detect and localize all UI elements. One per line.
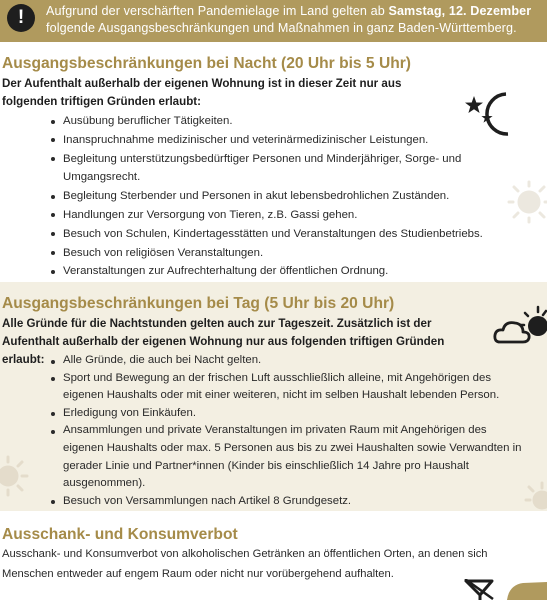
alcohol-body: Ausschank- und Konsumverbot von alkoholischen Getränken an öffentlichen Orten, an denen sich Menschen entweder auf engem Raum oder nicht nur vorübergehend aufhalten. <box>2 548 488 580</box>
exclamation-icon: ! <box>7 4 35 32</box>
moon-stars-icon <box>462 90 524 138</box>
list-item: Besuch von Schulen, Kindertagesstätten und Veranstaltungen des Studienbetriebs. <box>49 225 541 244</box>
list-item: Erledigung von Einkäufen. <box>49 405 529 423</box>
list-item: Begleitung unterstützungsbedürftiger Personen und Minderjähriger, Sorge- und Umgangsrecht. <box>49 150 541 188</box>
night-list <box>49 112 541 300</box>
list-item: Handlungen zur Versorgung von Tieren, z.B. Gassi gehen. <box>49 206 541 225</box>
list-item: Ansammlungen und private Veranstaltungen im privaten Raum mit Angehörigen des eigenen Haushalts oder max. 5 Personen aus bis zu zwei Haushalten sowie Verwandten in gerader Linie und Partner*innen (Kinder bis einschließlich 14 Jahre pro Haushalt ausgenommen). <box>49 422 529 492</box>
virus-icon <box>0 454 30 498</box>
list-item: Alle Gründe, die auch bei Nacht gelten. <box>49 352 529 370</box>
no-drinking-icon <box>463 579 547 600</box>
day-list <box>49 352 529 510</box>
sun-cloud-icon <box>492 305 547 347</box>
list-item: Veranstaltungen zur Aufrechterhaltung der öffentlichen Ordnung. <box>49 262 541 281</box>
list-item: Begleitung Sterbender und Personen in akut lebensbedrohlichen Zuständen. <box>49 187 541 206</box>
night-section <box>0 42 547 282</box>
list-item: Ausübung beruflicher Tätigkeiten. <box>49 112 541 131</box>
list-item: Besuch von Versammlungen nach Artikel 8 Grundgesetz. <box>49 493 529 511</box>
night-title: Ausgangsbeschränkungen bei Nacht (20 Uhr bis 5 Uhr) <box>2 55 411 72</box>
night-intro: Der Aufenthalt außerhalb der eigenen Wohnung ist in dieser Zeit nur aus folgenden triftigen Gründen erlaubt: <box>2 77 402 108</box>
list-item: Sport und Bewegung an der frischen Luft ausschließlich alleine, mit Angehörigen des eigenen Haushalts oder mit einer weiteren, nicht im selben Haushalt lebenden Person. <box>49 370 529 405</box>
banner-text-start: Aufgrund der verschärften Pandemielage im Land gelten ab <box>46 4 389 18</box>
banner-text <box>46 3 541 36</box>
day-section <box>0 282 547 511</box>
alcohol-section <box>0 511 547 600</box>
day-title: Ausgangsbeschränkungen bei Tag (5 Uhr bis 20 Uhr) <box>2 295 395 312</box>
virus-icon <box>507 180 547 224</box>
list-item: Inanspruchnahme medizinischer und veterinärmedizinischer Leistungen. <box>49 131 541 150</box>
info-banner <box>0 0 547 42</box>
day-intro: Alle Gründe für die Nachtstunden gelten auch zur Tageszeit. Zusätzlich ist der Aufenthalt außerhalb der eigenen Wohnung nur aus folgenden triftigen Gründen erlaubt: <box>2 317 445 366</box>
banner-date: Samstag, 12. Dezember <box>388 4 532 18</box>
virus-icon <box>524 478 547 511</box>
list-item: Besuch von religiösen Veranstaltungen. <box>49 244 541 263</box>
banner-text-end: folgende Ausgangsbeschränkungen und Maßnahmen in ganz Baden-Württemberg. <box>46 20 517 35</box>
alcohol-title: Ausschank- und Konsumverbot <box>2 526 238 543</box>
